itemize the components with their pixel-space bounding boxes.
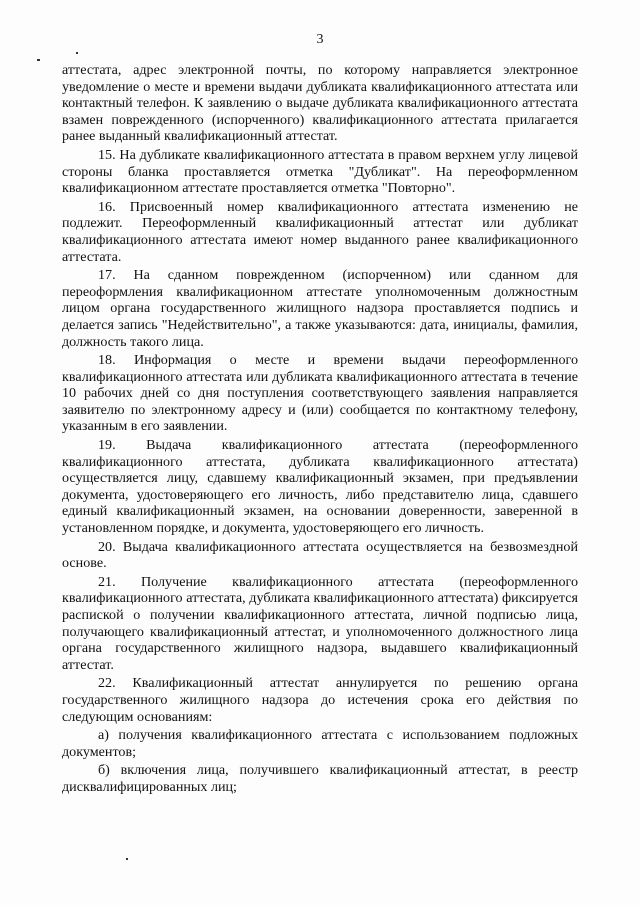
paragraph-15: 15. На дубликате квалификационного аттестата в правом верхнем углу лицевой стороны бланка проставляется отметка "Дубликат". На переоформленном квалификационном аттестате проставляется отметка "Повторно".: [62, 146, 578, 197]
scan-artifact: [126, 858, 128, 860]
paragraph-18: 18. Информация о месте и времени выдачи переоформленного квалификационного аттестата или дубликата квалификационного аттестата в течение 10 рабочих дней со дня поступления соответствующего заявления направляется заявителю по электронному адресу и (или) сообщается по контактному телефону, указанным в его заявлении.: [62, 352, 578, 435]
paragraph-21: 21. Получение квалификационного аттестата (переоформленного квалификационного аттестата, дубликата квалификационного аттестата) фиксируется распиской о получении квалификационного аттестата, личной подписью лица, получающего квалификационный аттестат, и уполномоченного должностного лица органа государственного жилищного надзора, выдавшего квалификационный аттестат.: [62, 573, 578, 673]
document-body: [62, 62, 578, 798]
paragraph-17: 17. На сданном поврежденном (испорченном) или сданном для переоформления квалификационном аттестате уполномоченным должностным лицом органа государственного жилищного надзора проставляется подпись и делается запись "Недействительно", а также указываются: дата, инициалы, фамилия, должность такого лица.: [62, 267, 578, 350]
scan-artifact: [37, 59, 40, 61]
scan-artifact: [76, 52, 78, 54]
subitem-b: б) включения лица, получившего квалификационный аттестат, в реестр дисквалифицированных лиц;: [62, 762, 578, 795]
paragraph-22: 22. Квалификационный аттестат аннулируется по решению органа государственного жилищного надзора до истечения срока его действия по следующим основаниям:: [62, 675, 578, 725]
paragraph-20: 20. Выдача квалификационного аттестата осуществляется на безвозмездной основе.: [62, 538, 578, 572]
page-number: 3: [316, 32, 324, 47]
paragraph-continuation: аттестата, адрес электронной почты, по которому направляется электронное уведомление о месте и времени выдачи дубликата квалификационного аттестата или контактный телефон. К заявлению о выдаче дубликата квалификационного аттестата взамен поврежденного (испорченного) квалификационного аттестата прилагается ранее выданный квалификационный аттестат.: [62, 62, 578, 145]
subitem-a: а) получения квалификационного аттестата с использованием подложных документов;: [62, 727, 578, 760]
paragraph-16: 16. Присвоенный номер квалификационного аттестата изменению не подлежит. Переоформленный квалификационный аттестат или дубликат квалификационного аттестата имеют номер выданного ранее квалификационного аттестата.: [62, 198, 578, 265]
paragraph-19: 19. Выдача квалификационного аттестата (переоформленного квалификационного аттестата, дубликата квалификационного аттестата) осуществляется лицу, сдавшему квалификационный экзамен, при предъявлении документа, удостоверяющего его личность, либо представителю лица, сдавшего единый квалификационный экзамен, на основании доверенности, заверенной в установленном порядке, и документа, удостоверяющего его личность.: [62, 437, 578, 537]
